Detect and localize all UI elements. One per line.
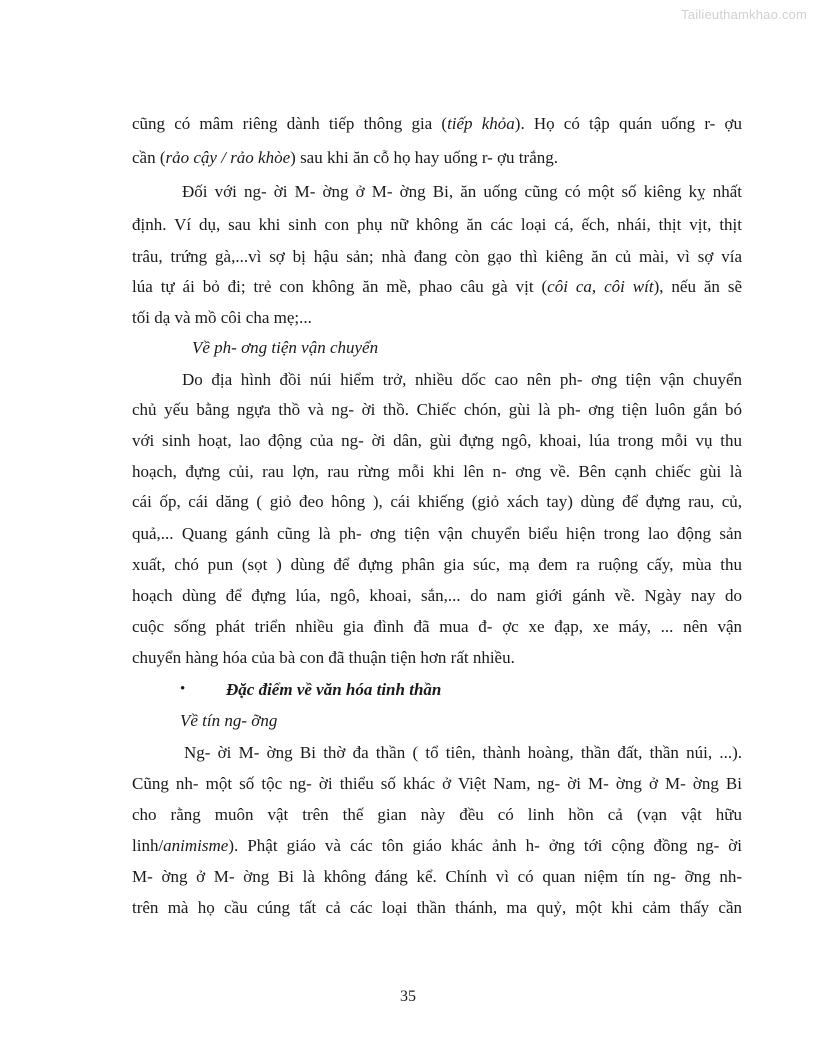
text-line: cũng có mâm riêng dành tiếp thông gia (tiếp khỏa). Họ có tập quán uống r- ợu [132, 114, 742, 133]
subsection-heading: Về tín ng- ỡng [180, 711, 278, 730]
text-line: tối dạ và mồ côi cha mẹ;... [132, 308, 312, 327]
text-line: Đối với ng- ời M- ờng ở M- ờng Bi, ăn uống cũng có một số kiêng kỵ nhất [182, 182, 742, 201]
text-line: trâu, trứng gà,...vì sợ bị hậu sản; nhà đang còn gạo thì kiêng ăn củ mài, vì sợ vía [132, 247, 742, 266]
section-heading-bold: Đặc điểm về văn hóa tinh thần [226, 680, 442, 699]
watermark: Tailieuthamkhao.com [681, 7, 807, 22]
text-line: hoạch, đựng củi, rau lợn, rau rừng mỗi khi lên n- ơng về. Bên cạnh chiếc gùi là [132, 462, 742, 481]
section-heading: Về ph- ơng tiện vận chuyển [192, 338, 379, 357]
text-line: trên mà họ cầu cúng tất cả các loại thần thánh, ma quỷ, một khi cảm thấy cần [132, 898, 742, 917]
text-line: định. Ví dụ, sau khi sinh con phụ nữ không ăn các loại cá, ếch, nhái, thịt vịt, thịt [132, 215, 742, 234]
text-line: Do địa hình đồi núi hiểm trở, nhiều dốc cao nên ph- ơng tiện vận chuyển [182, 370, 742, 389]
text-line: M- ờng ở M- ờng Bi là không đáng kể. Chính vì có quan niệm tín ng- ỡng nh- [132, 867, 742, 886]
text-line: cho rằng muôn vật trên thế gian này đều có linh hồn cả (vạn vật hữu [132, 805, 742, 824]
bullet-icon: • [180, 681, 186, 697]
text-line: quả,... Quang gánh cũng là ph- ơng tiện vận chuyển biểu hiện trong lao động sản [132, 524, 742, 543]
text-line: Ng- ời M- ờng Bi thờ đa thần ( tổ tiên, thành hoàng, thần đất, thần núi, ...). [184, 743, 742, 762]
text-line: chuyển hàng hóa của bà con đã thuận tiện hơn rất nhiều. [132, 648, 515, 667]
text-line: xuất, chó pun (sọt ) dùng để đựng phân gia súc, mạ đem ra ruộng cấy, mùa thu [132, 555, 742, 574]
text-line: cần (rảo cậy / rảo khòe) sau khi ăn cỗ họ hay uống r- ợu trắng. [132, 148, 558, 167]
page-number: 35 [400, 988, 416, 1005]
text-line: hoạch dùng để đựng lúa, ngô, khoai, sắn,... do nam giới gánh về. Ngày nay do [132, 586, 742, 605]
text-line: lúa tự ái bỏ đi; trẻ con không ăn mề, phao câu gà vịt (côi ca, côi wít), nếu ăn sẽ [132, 277, 742, 296]
text-line: cuộc sống phát triển nhiều gia đình đã mua đ- ợc xe đạp, xe máy, ... nên vận [132, 617, 742, 636]
text-line: chủ yếu bằng ngựa thồ và ng- ời thồ. Chiếc chón, gùi là ph- ơng tiện luôn gắn bó [132, 400, 742, 419]
text-line: cái ốp, cái dăng ( giỏ đeo hông ), cái khiếng (giỏ xách tay) dùng để đựng rau, củ, [132, 492, 742, 511]
text-line: với sinh hoạt, lao động của ng- ời dân, gùi đựng ngô, khoai, lúa trong mỗi vụ thu [132, 431, 742, 450]
text-line: Cũng nh- một số tộc ng- ời thiểu số khác ở Việt Nam, ng- ời M- ờng ở M- ờng Bi [132, 774, 742, 793]
text-line: linh/animisme). Phật giáo và các tôn giáo khác ảnh h- ởng tới cộng đồng ng- ời [132, 836, 742, 855]
